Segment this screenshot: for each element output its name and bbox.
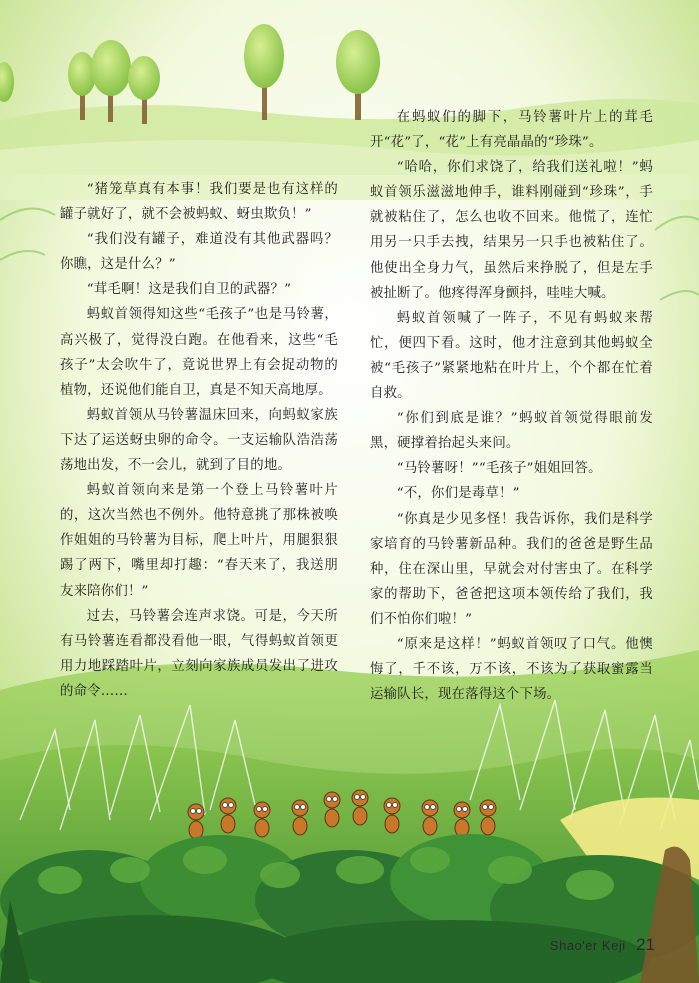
paragraph: “你们到底是谁？”蚂蚁首领觉得眼前发黑，硬撑着抬起头来问。 xyxy=(370,411,653,452)
left-column xyxy=(60,177,338,704)
paragraph: “猪笼草真有本事！我们要是也有这样的罐子就好了，就不会被蚂蚁、蚜虫欺负！” xyxy=(60,182,338,223)
foreground-leaves xyxy=(0,834,699,983)
paragraph: “你真是少见多怪！我告诉你，我们是科学家培育的马铃薯新品种。我们的爸爸是野生品种，住在深山里，早就会对付害虫了。在科学家的帮助下，爸爸把这项本领传给了我们，我们不怕你们啦！” xyxy=(370,511,653,627)
paragraph: 蚂蚁首领向来是第一个登上马铃薯叶片的，这次当然也不例外。他特意挑了那株被唤作姐姐的马铃薯为目标，爬上叶片，用腿狠狠踢了两下，嘴里却打趣：“春天来了，我送朋友来陪你们！” xyxy=(60,483,338,599)
paragraph: “我们没有罐子，难道没有其他武器吗？你瞧，这是什么？” xyxy=(60,232,338,273)
paragraph: “马铃薯呀！”“毛孩子”姐姐回答。 xyxy=(396,461,602,477)
paragraph: 蚂蚁首领从马铃薯温床回来，向蚂蚁家族下达了运送蚜虫卵的命令。一支运输队浩浩荡荡地出发，不一会儿，就到了目的地。 xyxy=(60,407,338,474)
right-column xyxy=(370,105,653,707)
page-number: 21 xyxy=(636,935,655,954)
paragraph: 在蚂蚁们的脚下，马铃薯叶片上的茸毛开“花”了，“花”上有亮晶晶的“珍珠”。 xyxy=(370,110,653,151)
paragraph: 蚂蚁首领喊了一阵子，不见有蚂蚁来帮忙，便四下看。这时，他才注意到其他蚂蚁全被“毛孩子”紧紧地粘在叶片上，个个都在忙着自救。 xyxy=(370,310,653,402)
paragraph: “不，你们是毒草！” xyxy=(396,486,520,502)
paragraph: “茸毛啊！这是我们自卫的武器？” xyxy=(86,282,292,298)
paragraph: “原来是这样！”蚂蚁首领叹了口气。他懊悔了，千不该，万不该，不该为了获取蜜露当运输队长，现在落得这个下场。 xyxy=(370,636,653,703)
magazine-name: Shao'er Keji xyxy=(549,938,626,953)
paragraph: “哈哈，你们求饶了，给我们送礼啦！”蚂蚁首领乐滋滋地伸手，谁料刚碰到“珍珠”，手就被粘住了，怎么也收不回来。他慌了，连忙用另一只手去拽，结果另一只手也被粘住了。他使出全身力气，虽然后来挣脱了，但是左手被扯断了。他疼得浑身颤抖，哇哇大喊。 xyxy=(370,160,653,301)
paragraph: 蚂蚁首领得知这些“毛孩子”也是马铃薯，高兴极了，觉得没白跑。在他看来，这些“毛孩子”太会吹牛了，竟说世界上有会捉动物的植物，还说他们能自卫，真是不知天高地厚。 xyxy=(60,307,338,398)
page-footer xyxy=(550,935,655,955)
paragraph: 过去，马铃薯会连声求饶。可是，今天所有马铃薯连看都没看他一眼，气得蚂蚁首领更用力地踩踏叶片，立刻向家族成员发出了进攻的命令…… xyxy=(60,608,338,699)
